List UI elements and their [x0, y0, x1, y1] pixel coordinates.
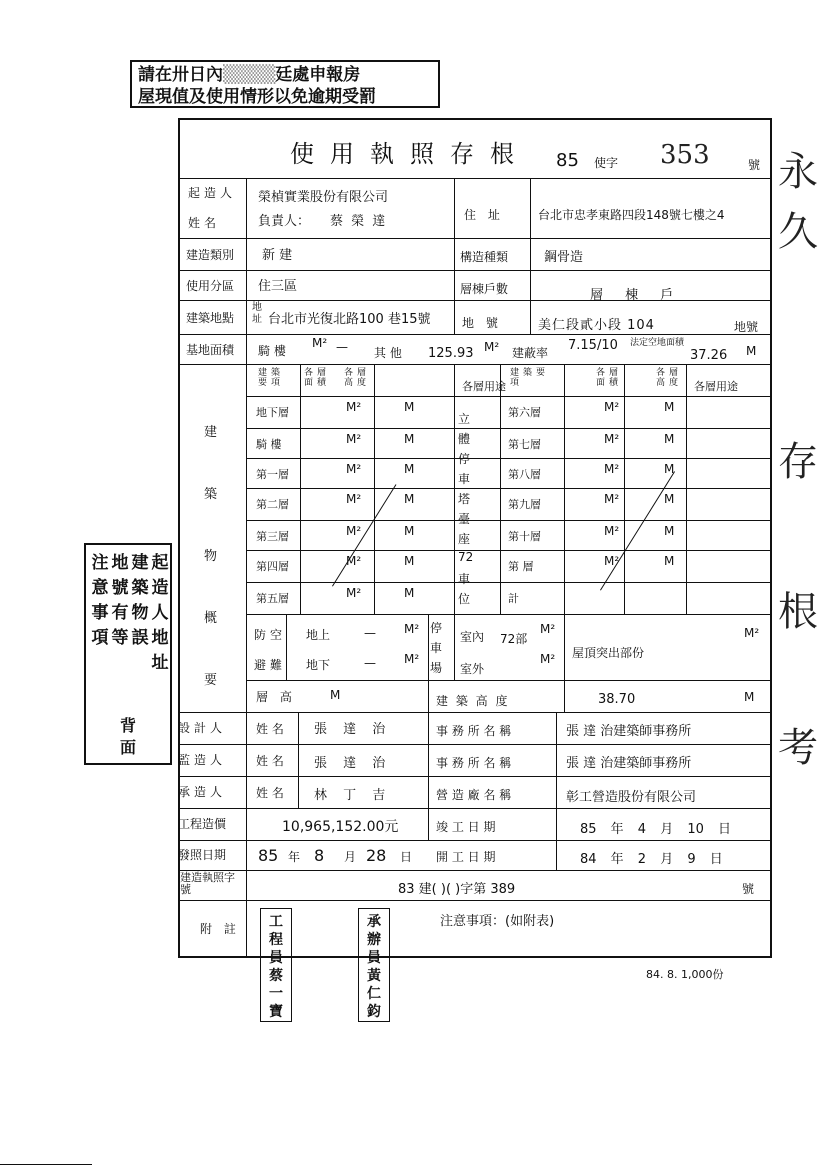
floor-label-right: 第十層	[508, 530, 541, 543]
floor-height-unit-left: M	[404, 586, 415, 600]
row-line	[246, 680, 772, 681]
applicant-label-bottom: 姓名	[188, 216, 221, 230]
lot-unit: 地號	[734, 320, 759, 334]
location-address: 台北市光復北路100 巷15號	[268, 312, 431, 327]
shelter-below-label: 地下	[306, 658, 331, 672]
supervisor-label: 監造人	[178, 753, 227, 767]
building-height-label: 建 築 高 度	[436, 694, 510, 708]
applicant-rep-name: 蔡 榮 達	[330, 214, 388, 229]
permit-number: 353	[660, 140, 710, 170]
row-line	[246, 396, 772, 397]
supervisor-office-label: 事 務 所 名 稱	[436, 756, 512, 770]
row-line	[246, 488, 772, 489]
floor-label-left: 第一層	[256, 468, 289, 481]
parking-outdoor-unit: M²	[540, 652, 556, 666]
col-use-left: 各層用途	[462, 380, 506, 393]
floor-height-unit-right: M	[664, 432, 675, 446]
print-run: 84. 8. 1,000份	[646, 968, 724, 981]
row-line	[178, 900, 772, 901]
col-area-right: 各層面積	[596, 368, 623, 388]
designer-office-label: 事 務 所 名 稱	[436, 724, 512, 738]
arcade-label: 騎 樓	[258, 344, 286, 358]
col-line	[556, 712, 557, 870]
floor-height-unit-left: M	[404, 400, 415, 414]
col-use-right: 各層用途	[694, 380, 738, 393]
floor-area-unit-right: M²	[604, 432, 620, 446]
building-type-value: 新 建	[262, 248, 293, 263]
col-line	[624, 364, 625, 614]
cost-label: 工程造價	[178, 817, 227, 831]
col-height-left: 各層高度	[344, 368, 371, 388]
building-height-value: 38.70	[598, 692, 636, 707]
floor-height-unit-right: M	[664, 554, 675, 568]
floor-area-unit-left: M²	[346, 586, 362, 600]
margin-mark-4: 根	[778, 589, 818, 635]
side-stamp-col4: 起造人地址	[151, 553, 169, 673]
applicant-label-top: 起造人	[188, 186, 237, 200]
location-label: 建築地點	[186, 311, 235, 325]
side-stamp-bottom: 背面	[120, 716, 137, 757]
row-line	[178, 300, 772, 301]
permit-year: 85	[556, 150, 579, 171]
side-stamp-col3: 建築物誤	[131, 553, 149, 648]
row-line	[178, 334, 772, 335]
parking-label: 停車場	[430, 621, 443, 675]
designer-name-label: 姓 名	[256, 722, 284, 736]
units-value: 層 棟 戶	[590, 288, 674, 303]
applicant-address: 台北市忠孝東路四段148號七樓之4	[538, 208, 725, 222]
remarks-label: 附 註	[200, 922, 240, 936]
side-stamp	[84, 543, 172, 765]
floor-area-unit-left: M²	[346, 462, 362, 476]
lot-value: 美仁段貳小段 104	[538, 318, 655, 333]
floor-height-unit-left: M	[404, 554, 415, 568]
issue-day: 28	[366, 846, 387, 865]
open-space-value: 37.26	[690, 348, 728, 363]
completion-label: 竣 工 日 期	[436, 820, 496, 834]
overview-label: 建築物概要	[204, 425, 218, 688]
roof-label: 屋頂突出部份	[572, 646, 645, 660]
form-title: 使用執照存根	[290, 140, 530, 168]
permit-ref-label: 建造執照字號	[180, 871, 235, 896]
row-line	[178, 808, 772, 809]
supervisor-name-label: 姓 名	[256, 754, 284, 768]
zone-value: 住三區	[258, 279, 298, 294]
col-line	[246, 178, 247, 958]
row-line	[246, 458, 772, 459]
row-line	[178, 776, 772, 777]
shelter-above-value: —	[364, 626, 376, 640]
floor-height-unit-left: M	[404, 492, 415, 506]
shelter-below-unit: M²	[404, 652, 420, 666]
middle-use-char: 位	[458, 592, 471, 606]
shelter-label-top: 防空	[254, 628, 287, 642]
row-line	[178, 364, 772, 365]
middle-use-char: 72	[458, 550, 474, 564]
roof-unit: M²	[744, 626, 760, 640]
contractor-name-label: 姓 名	[256, 786, 284, 800]
site-area-label: 基地面積	[186, 343, 235, 357]
story-height-value: M	[330, 688, 341, 702]
col-line	[374, 364, 375, 614]
issue-month: 8	[314, 846, 325, 865]
row-line	[246, 614, 772, 615]
shelter-above-unit: M²	[404, 622, 420, 636]
contractor-office-label: 營 造 廠 名 稱	[436, 788, 512, 802]
floor-area-unit-left: M²	[346, 492, 362, 506]
coverage-value: 7.15/10	[568, 338, 618, 353]
parking-indoor-label: 室內	[460, 630, 485, 644]
col-height-right: 各層高度	[656, 368, 683, 388]
side-stamp-col1: 注意事項	[91, 553, 109, 648]
permit-ref-suffix: 號	[742, 882, 755, 896]
col-line	[530, 178, 531, 334]
floor-area-unit-left: M²	[346, 554, 362, 568]
location-addr-label: 地址	[252, 302, 262, 325]
floor-height-unit-left: M	[404, 432, 415, 446]
middle-use-char: 臺	[458, 512, 471, 526]
middle-use-char: 塔	[458, 492, 471, 506]
row-line	[178, 238, 772, 239]
parking-indoor-value: 72部	[500, 632, 528, 646]
floor-label-right: 第八層	[508, 468, 541, 481]
row-line	[178, 840, 772, 841]
row-line	[246, 520, 772, 521]
row-line	[178, 178, 772, 179]
floor-label-left: 地下層	[256, 406, 289, 419]
issue-year: 85	[258, 846, 279, 865]
floor-label-right: 第九層	[508, 498, 541, 511]
permit-type: 使字	[594, 156, 619, 170]
floor-label-right: 第 層	[508, 560, 534, 573]
shelter-label-bottom: 避難	[254, 658, 287, 672]
floor-label-left: 第五層	[256, 592, 289, 605]
margin-mark-1: 永	[778, 149, 818, 195]
designer-label: 設計人	[178, 721, 227, 735]
notice-line2: 屋現值及使用情形以免逾期受罰	[138, 87, 376, 107]
supervisor-office: 張 達 治建築師事務所	[566, 756, 692, 771]
issue-year-unit: 年	[288, 850, 301, 864]
other-label: 其 他	[374, 346, 402, 360]
start-date: 84 年 2 月 9 日	[580, 852, 723, 867]
floor-area-unit-right: M²	[604, 492, 620, 506]
story-height-label: 層 高	[256, 690, 296, 704]
floor-area-unit-left: M²	[346, 432, 362, 446]
floor-height-unit-right: M	[664, 492, 675, 506]
applicant-company: 榮楨實業股份有限公司	[258, 190, 389, 205]
row-line	[246, 582, 772, 583]
open-space-label: 法定空地面積	[630, 338, 685, 348]
col-floor-left: 建築要項	[258, 368, 285, 388]
floor-area-unit-right: M²	[604, 524, 620, 538]
contractor-label: 承造人	[178, 785, 227, 799]
floor-height-unit-right: M	[664, 462, 675, 476]
start-label: 開 工 日 期	[436, 850, 496, 864]
permit-ref-value: 83 建( )( )字第 389	[398, 882, 516, 897]
parking-outdoor-label: 室外	[460, 662, 485, 676]
cost-value: 10,965,152.00元	[282, 819, 399, 835]
other-value: 125.93	[428, 346, 474, 361]
floor-label-right: 計	[508, 592, 519, 605]
floor-area-unit-right: M²	[604, 400, 620, 414]
floor-height-unit-left: M	[404, 462, 415, 476]
floor-label-right: 第七層	[508, 438, 541, 451]
col-area-left: 各層面積	[304, 368, 331, 388]
floor-area-unit-left: M²	[346, 400, 362, 414]
middle-use-char: 立	[458, 412, 471, 426]
col-line	[686, 364, 687, 614]
clerk-stamp	[358, 908, 390, 1022]
shelter-above-label: 地上	[306, 628, 331, 642]
zone-label: 使用分區	[186, 279, 235, 293]
structure-label: 構造種類	[460, 250, 509, 264]
clerk-stamp-text: 承辦員黃仁鈞	[367, 914, 381, 1020]
side-stamp-col2: 地號有等	[111, 553, 129, 648]
completion-date: 85 年 4 月 10 日	[580, 822, 732, 837]
open-space-unit: M	[746, 344, 757, 358]
units-label: 層棟戶數	[460, 282, 509, 296]
shelter-below-value: —	[364, 656, 376, 670]
middle-use-char: 體	[458, 432, 471, 446]
engineer-stamp-text: 工程員蔡一寶	[269, 914, 283, 1020]
col-line	[564, 364, 565, 712]
col-floor-right: 建築要項	[510, 368, 550, 388]
floor-label-left: 第二層	[256, 498, 289, 511]
row-line	[178, 712, 772, 713]
floor-label-left: 第三層	[256, 530, 289, 543]
arcade-value: —	[336, 340, 348, 354]
coverage-label: 建蔽率	[512, 346, 549, 360]
remarks-note: 注意事項：(如附表)	[440, 914, 555, 929]
floor-area-unit-right: M²	[604, 462, 620, 476]
floor-area-unit-right: M²	[604, 554, 620, 568]
structure-value: 鋼骨造	[544, 250, 584, 265]
row-line	[178, 870, 772, 871]
issue-label: 發照日期	[178, 848, 227, 862]
row-line	[246, 428, 772, 429]
other-unit: M²	[484, 340, 500, 354]
margin-mark-5: 考	[778, 725, 818, 771]
floor-label-left: 第四層	[256, 560, 289, 573]
parking-indoor-unit: M²	[540, 622, 556, 636]
notice-line1: 請在卅日內	[138, 65, 223, 85]
designer-name: 張 達 治	[314, 722, 392, 737]
floor-area-unit-left: M²	[346, 524, 362, 538]
contractor-office: 彰工營造股份有限公司	[566, 790, 697, 805]
col-line	[428, 680, 429, 840]
middle-use-char: 車	[458, 472, 471, 486]
designer-office: 張 達 治建築師事務所	[566, 724, 692, 739]
floor-height-unit-right: M	[664, 524, 675, 538]
arcade-unit: M²	[312, 336, 328, 350]
middle-use-char: 停	[458, 452, 471, 466]
address-label: 住 址	[464, 208, 504, 222]
margin-mark-2: 久	[778, 209, 818, 255]
issue-day-unit: 日	[400, 850, 413, 864]
supervisor-name: 張 達 治	[314, 756, 392, 771]
row-line	[178, 744, 772, 745]
notice-stamp: 請在卅日內▒▒▒▒廷處申報房 屋現值及使用情形以免逾期受罰	[130, 60, 440, 108]
col-line	[298, 712, 299, 808]
footer-rule	[0, 1164, 92, 1165]
middle-use-char: 座	[458, 532, 471, 546]
col-line	[454, 178, 455, 334]
row-line	[246, 550, 772, 551]
floor-height-unit-left: M	[404, 524, 415, 538]
building-type-label: 建造類別	[186, 248, 235, 262]
margin-mark-3: 存	[778, 439, 818, 485]
permit-number-suffix: 號	[748, 158, 761, 172]
middle-use-char: 車	[458, 572, 471, 586]
floor-label-left: 騎 樓	[256, 438, 282, 451]
applicant-rep-label: 負責人：	[258, 214, 311, 229]
lot-label: 地 號	[462, 316, 502, 330]
floor-label-right: 第六層	[508, 406, 541, 419]
notice-line1-tail: 廷處申報房	[275, 65, 361, 85]
building-height-unit: M	[744, 690, 755, 704]
col-line	[300, 364, 301, 614]
contractor-name: 林 丁 吉	[314, 788, 392, 803]
floor-height-unit-right: M	[664, 400, 675, 414]
issue-month-unit: 月	[344, 850, 357, 864]
engineer-stamp	[260, 908, 292, 1022]
col-line	[500, 364, 501, 614]
row-line	[178, 270, 772, 271]
